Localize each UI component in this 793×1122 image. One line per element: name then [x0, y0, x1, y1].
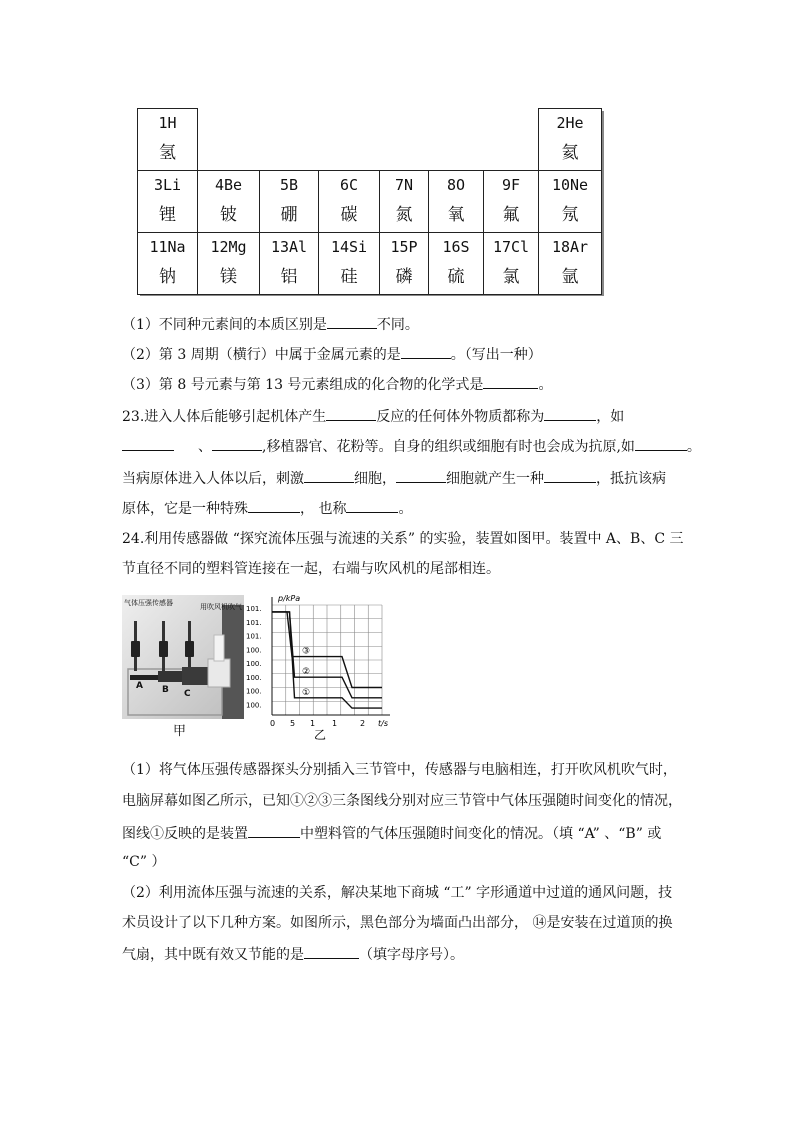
q23-line4 [122, 500, 412, 516]
element-cell [197, 232, 260, 295]
element-cell [137, 232, 198, 295]
y-tick-label: 101. [246, 605, 262, 613]
q23-text: 细胞， [354, 471, 396, 487]
answer-blank[interactable] [304, 470, 354, 483]
q24-text: （填字母序号）。 [359, 947, 464, 963]
element-symbol: 12Mg [210, 238, 247, 256]
element-name: 铍 [220, 205, 237, 225]
x-tick-label: 1 [310, 719, 316, 728]
q23-text: 、 [198, 439, 212, 455]
element-symbol: 13Al [270, 238, 308, 256]
element-symbol: 18Ar [551, 238, 589, 256]
element-symbol: 3Li [153, 176, 182, 194]
answer-blank[interactable] [346, 500, 398, 513]
x-tick-label: 2 [360, 719, 366, 728]
element-symbol: 10Ne [551, 176, 589, 194]
element-name: 氢 [159, 143, 176, 163]
y-tick-label: 100. [246, 673, 262, 682]
series-label: ① [302, 687, 311, 698]
q22-part2 [122, 346, 542, 362]
answer-blank[interactable] [326, 408, 376, 421]
element-symbol: 9F [501, 176, 521, 194]
q22-part3 [122, 376, 552, 392]
x-tick-label: t/s [378, 719, 388, 728]
y-tick-label: 100. [246, 660, 262, 668]
q23-line2 [122, 438, 701, 454]
tube-c-label: C [184, 689, 191, 699]
q22-part1 [122, 316, 419, 332]
element-name: 氩 [561, 267, 579, 287]
element-symbol: 1H [158, 114, 177, 132]
answer-blank[interactable] [483, 376, 538, 389]
q23-text: ，抵抗该病 [596, 471, 666, 487]
q22-part2-tail: 。（写出一种） [450, 347, 542, 363]
q24-s2-line1: （2）利用流体压强与流速的关系，解决某地下商城 “工” 字形通道中过道的通风问题，技 [122, 885, 673, 901]
element-symbol: 2He [556, 114, 584, 132]
x-tick-label: 1 [332, 719, 338, 728]
q23-text: ， 也称 [300, 501, 347, 517]
q24-s1-line1: （1）将气体压强传感器探头分别插入三节管中，传感器与电脑相连，打开吹风机吹气时， [122, 762, 677, 778]
answer-blank[interactable] [304, 946, 359, 959]
answer-blank[interactable] [248, 500, 300, 513]
q23-text: 反应的任何体外物质都称为 [376, 409, 545, 425]
series-label: ② [302, 667, 311, 678]
element-name: 硅 [340, 267, 358, 287]
element-name: 氟 [502, 205, 520, 225]
answer-blank[interactable] [544, 470, 596, 483]
element-symbol: 8O [446, 176, 466, 194]
element-symbol: 16S [442, 238, 470, 256]
q23-text: ,移植器官、花粉等。自身的组织或细胞有时也会成为抗原,如 [262, 439, 635, 455]
element-name: 氯 [502, 267, 520, 287]
element-name: 氧 [447, 205, 465, 225]
element-name: 硼 [280, 205, 298, 225]
q22-part3-text: （3）第 8 号元素与第 13 号元素组成的化合物的化学式是 [122, 377, 484, 393]
answer-blank[interactable] [248, 825, 300, 838]
q24-s2-line3 [122, 946, 464, 962]
element-symbol: 4Be [214, 176, 243, 194]
element-cell [318, 170, 380, 233]
element-cell [379, 170, 429, 233]
x-tick-label: 5 [290, 719, 296, 728]
answer-blank[interactable] [635, 438, 687, 451]
q24-text: 气扇，其中既有效又节能的是 [122, 947, 304, 963]
element-name: 氖 [561, 205, 579, 225]
apparatus-photo [122, 595, 244, 719]
q22-part2-text: （2）第 3 周期（横行）中属于金属元素的是 [122, 347, 401, 363]
y-tick-label: 101. [246, 618, 262, 627]
y-tick-label: 101. [246, 632, 262, 641]
element-symbol: 5B [279, 176, 299, 194]
element-cell [538, 170, 602, 233]
q23-text: ，如 [596, 409, 625, 425]
tube-a-label: A [136, 681, 143, 691]
element-name: 氮 [395, 205, 413, 225]
q22-part1-text: （1）不同种元素间的本质区别是 [122, 317, 327, 333]
q24-s1-line3 [122, 825, 661, 841]
y-axis-label: p/kPa [278, 594, 301, 603]
y-tick-label: 100. [246, 687, 262, 696]
element-symbol: 17Cl [492, 238, 530, 256]
element-cell [538, 108, 602, 171]
q24-s1-line2: 电脑屏幕如图乙所示，已知①②③三条图线分别对应三节管中气体压强随时间变化的情况， [122, 793, 682, 809]
series-label: ③ [302, 646, 311, 657]
q24-text: 中塑料管的气体压强随时间变化的情况。（填 “A” 、“B” 或 [300, 826, 662, 842]
element-symbol: 6C [339, 176, 359, 194]
element-name: 钠 [159, 267, 176, 287]
element-name: 锂 [159, 205, 176, 225]
answer-blank[interactable] [122, 438, 174, 451]
y-tick-label: 100. [246, 646, 262, 655]
element-cell [538, 232, 602, 295]
apparatus-illustration [122, 595, 244, 719]
element-symbol: 14Si [330, 238, 368, 256]
element-cell [428, 232, 484, 295]
q23-line3 [122, 470, 666, 486]
element-symbol: 7N [394, 176, 414, 194]
pressure-time-chart [244, 593, 396, 743]
fan-label: 用吹风机吹气 [200, 603, 242, 611]
element-name: 铝 [280, 267, 298, 287]
answer-blank[interactable] [401, 346, 451, 359]
element-symbol: 15P [390, 238, 418, 256]
q22-part1-tail: 不同。 [376, 317, 419, 333]
element-cell [483, 232, 539, 295]
element-cell [197, 170, 260, 233]
x-tick-label: 0 [270, 719, 276, 728]
element-symbol: 11Na [149, 238, 186, 256]
tube-b-label: B [162, 685, 169, 695]
q23-text: 细胞就产生一种 [446, 471, 544, 487]
element-cell [483, 170, 539, 233]
q24-s1-line4: “C” ） [122, 854, 166, 870]
periodic-table [137, 108, 601, 293]
element-name: 镁 [220, 267, 237, 287]
y-tick-label: 100. [246, 701, 262, 710]
element-cell [318, 232, 380, 295]
q24-s2-line2: 术员设计了以下几种方案。如图所示，黑色部分为墙面凸出部分， ⑭是安装在过道顶的换 [122, 915, 673, 931]
element-name: 氦 [561, 143, 579, 163]
answer-blank[interactable] [212, 438, 262, 451]
element-name: 碳 [340, 205, 358, 225]
answer-blank[interactable] [544, 408, 596, 421]
q24-text: 图线①反映的是装置 [122, 826, 248, 842]
answer-blank[interactable] [327, 316, 377, 329]
q24-line1: 24.利用传感器做 “探究流体压强与流速的关系” 的实验，装置如图甲。装置中 A、B、C 三 [122, 531, 684, 547]
q23-text: 23.进入人体后能够引起机体产生 [122, 409, 327, 425]
answer-blank[interactable] [396, 470, 446, 483]
q23-text: 当病原体进入人体以后，刺激 [122, 471, 304, 487]
element-cell [137, 170, 198, 233]
element-name: 硫 [447, 267, 465, 287]
element-cell [259, 232, 319, 295]
element-cell [259, 170, 319, 233]
q23-text: 原体，它是一种特殊 [122, 501, 248, 517]
sensor-label: 气体压强传感器 [124, 599, 173, 607]
q22-part3-tail: 。 [538, 377, 553, 393]
element-cell [379, 232, 429, 295]
element-name: 磷 [395, 267, 413, 287]
caption-yi: 乙 [314, 728, 327, 742]
q24-line2: 节直径不同的塑料管连接在一起，右端与吹风机的尾部相连。 [122, 561, 500, 577]
q23-text: 。 [398, 501, 413, 517]
caption-jia: 甲 [173, 724, 187, 739]
q23-text: 。 [686, 439, 701, 455]
element-cell [428, 170, 484, 233]
element-cell [137, 108, 198, 171]
q23-line1 [122, 408, 624, 424]
